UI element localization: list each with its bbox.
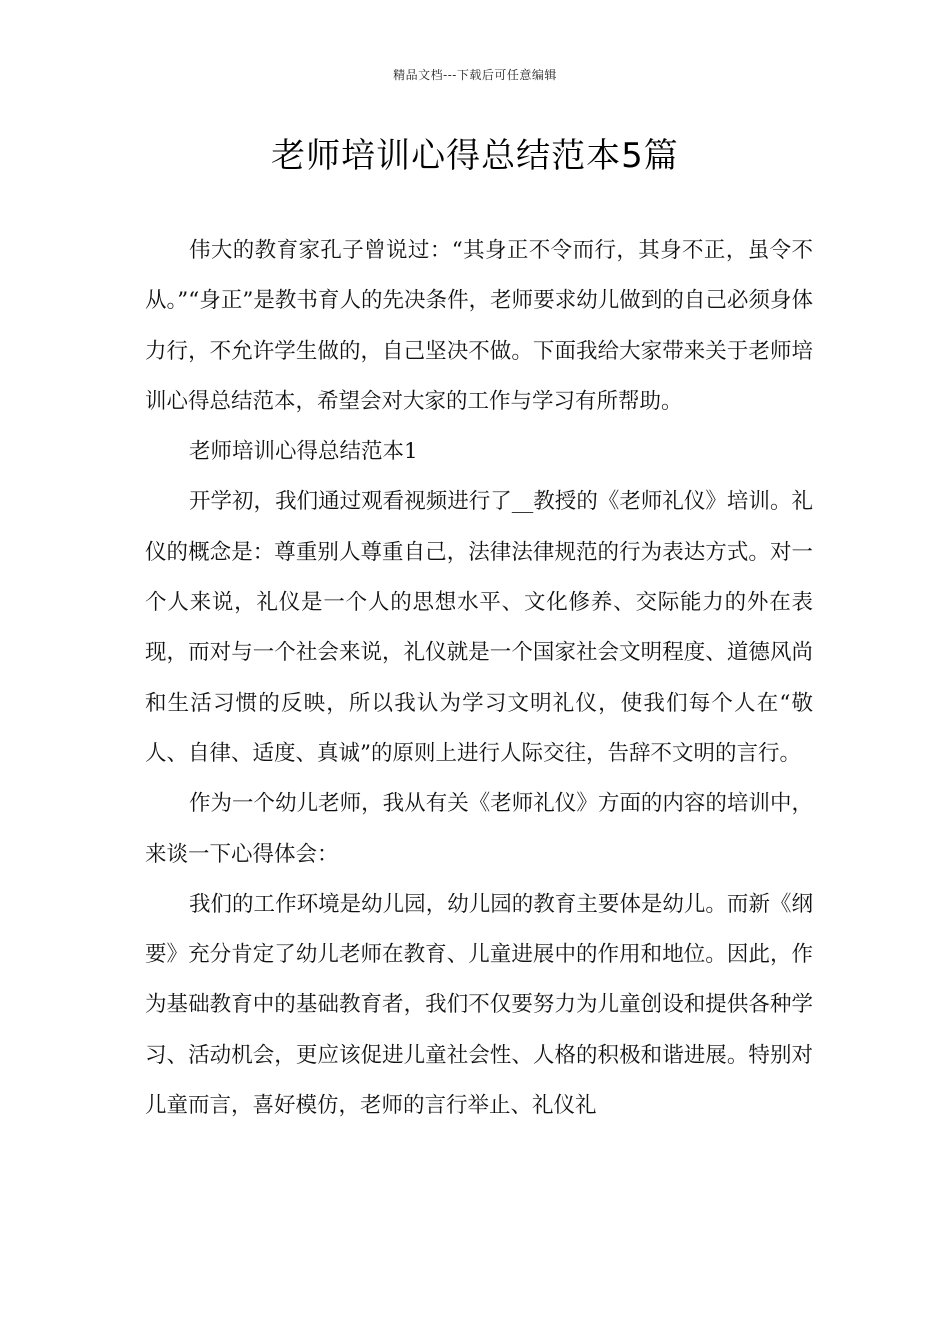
paragraph-intro: 伟大的教育家孔子曾说过：“其身正不令而行，其身不正，虽令不从。”“身正”是教书育人的先决条件，老师要求幼儿做到的自己必须身体力行，不允许学生做的，自己坚决不做。下面我给大家带来关于老师培训心得总结范本，希望会对大家的工作与学习有所帮助。 [145, 238, 813, 414]
paragraph: 作为一个幼儿老师，我从有关《老师礼仪》方面的内容的培训中，来谈一下心得体会： [145, 791, 813, 867]
header-note: 精品文档---下载后可任意编辑 [393, 68, 557, 82]
paragraph: 开学初，我们通过观看视频进行了__教授的《老师礼仪》培训。礼仪的概念是：尊重别人尊重自己，法律法律规范的行为表达方式。对一个人来说，礼仪是一个人的思想水平、文化修养、交际能力的外在表现，而对与一个社会来说，礼仪就是一个国家社会文明程度、道德风尚和生活习惯的反映，所以我认为学习文明礼仪，使我们每个人在“敬人、自律、适度、真诚”的原则上进行人际交往，告辞不文明的言行。 [145, 489, 813, 766]
section-heading: 老师培训心得总结范本1 [189, 439, 418, 465]
paragraph: 我们的工作环境是幼儿园，幼儿园的教育主要体是幼儿。而新《纲要》充分肯定了幼儿老师在教育、儿童进展中的作用和地位。因此，作为基础教育中的基础教育者，我们不仅要努力为儿童创设和提供各种学习、活动机会，更应该促进儿童社会性、人格的积极和谐进展。特别对儿童而言，喜好模仿，老师的言行举止、礼仪礼 [145, 891, 813, 1119]
document-body [145, 226, 813, 1131]
document-title: 老师培训心得总结范本5篇 [271, 136, 679, 176]
